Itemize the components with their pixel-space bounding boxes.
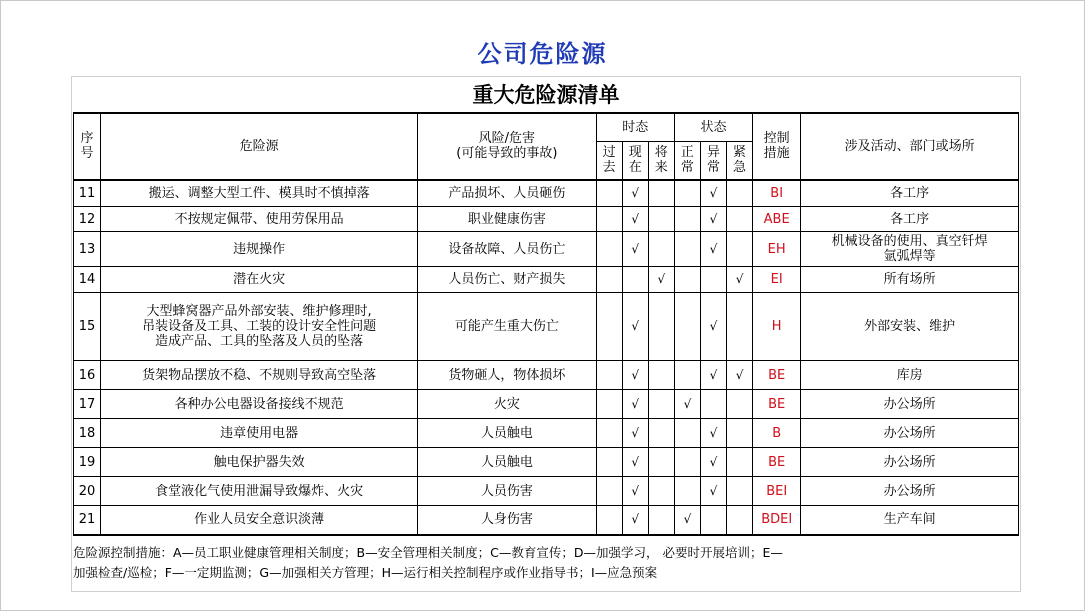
hazard-cell: [101, 267, 418, 293]
header-state-normal-text: 正常: [680, 145, 694, 176]
scope-text: 各工序: [890, 185, 930, 201]
row-number-cell: [74, 448, 101, 477]
emergency-cell: [727, 390, 753, 419]
hazard-text: 吊装设备及工具、工装的设计安全性问题: [142, 319, 377, 334]
normal-cell: [674, 267, 700, 293]
present-cell: [622, 232, 648, 267]
scope-text: 氩弧焊等: [883, 249, 936, 264]
check-mark-icon: √: [683, 512, 692, 527]
future-cell: [648, 448, 674, 477]
emergency-cell: [727, 180, 753, 207]
table-row: [74, 267, 1019, 293]
control-measure-code: BE: [768, 396, 786, 412]
scope-cell: [801, 361, 1019, 390]
past-cell: [596, 448, 622, 477]
header-tense-group: 时态: [596, 114, 674, 142]
header-tense-present: [622, 142, 648, 180]
risk-cell: [418, 477, 597, 506]
check-mark-icon: √: [735, 272, 744, 286]
hazard-cell: [101, 448, 418, 477]
check-mark-icon: √: [709, 454, 718, 469]
check-mark-icon: √: [709, 241, 718, 256]
check-mark-icon: √: [631, 319, 640, 333]
row-number-cell: [74, 267, 101, 293]
normal-cell: [674, 180, 700, 207]
future-cell: [648, 361, 674, 390]
control-measure-code: B: [772, 425, 782, 441]
header-tense-past-text: 过去: [602, 145, 616, 176]
header-seq-text: 序号: [80, 131, 94, 162]
scope-text: 所有场所: [883, 272, 936, 287]
hazard-text: 食堂液化气使用泄漏导致爆炸、火灾: [155, 483, 364, 499]
scope-text: 库房: [896, 367, 923, 383]
risk-cell: [418, 361, 597, 390]
scope-cell: [801, 180, 1019, 207]
normal-cell: [674, 361, 700, 390]
emergency-cell: [727, 232, 753, 267]
hazard-cell: [101, 293, 418, 361]
row-number: 13: [78, 241, 96, 257]
check-mark-icon: √: [631, 396, 640, 411]
check-mark-icon: √: [709, 211, 718, 226]
risk-text: 职业健康伤害: [467, 211, 546, 227]
row-number-cell: [74, 232, 101, 267]
page-title: 公司危险源: [477, 40, 608, 68]
hazard-text: 各种办公电器设备接线不规范: [174, 396, 344, 412]
header-tense-future: [648, 142, 674, 180]
check-mark-icon: √: [631, 483, 640, 498]
hazard-text: 大型蜂窝器产品外部安装、维护修理时,: [146, 304, 372, 319]
row-number: 16: [78, 367, 96, 383]
check-mark-icon: √: [631, 185, 640, 200]
emergency-cell: [727, 448, 753, 477]
check-mark-icon: √: [631, 211, 640, 226]
control-cell: [753, 267, 801, 293]
risk-cell: [418, 390, 597, 419]
header-control-line1: 控制: [763, 131, 790, 147]
control-measure-code: ABE: [763, 211, 790, 227]
risk-text: 火灾: [493, 396, 520, 412]
risk-cell: [418, 506, 597, 535]
risk-text: 产品损坏、人员砸伤: [448, 185, 566, 201]
header-control-line2: 措施: [763, 146, 790, 162]
scope-cell: [801, 506, 1019, 535]
abnormal-cell: [700, 180, 726, 207]
scope-text: 办公场所: [883, 396, 936, 412]
table-row: [74, 390, 1019, 419]
control-measure-code: BEI: [766, 483, 788, 499]
table-row: [74, 448, 1019, 477]
header-seq: [74, 114, 101, 180]
header-state-emergency-text: 紧急: [733, 145, 747, 176]
control-cell: [753, 293, 801, 361]
risk-text: 人员伤亡、财产损失: [448, 272, 566, 287]
emergency-cell: [727, 419, 753, 448]
control-measure-code: EH: [767, 241, 786, 257]
scope-text: 各工序: [890, 211, 930, 227]
hazard-cell: [101, 361, 418, 390]
check-mark-icon: √: [631, 367, 640, 382]
present-cell: [622, 361, 648, 390]
scope-cell: [801, 448, 1019, 477]
header-state-abnormal: [700, 142, 726, 180]
row-number: 20: [78, 483, 96, 499]
header-hazard: 危险源: [101, 114, 418, 180]
risk-cell: [418, 207, 597, 232]
table-row: [74, 232, 1019, 267]
abnormal-cell: [700, 293, 726, 361]
row-number: 11: [78, 185, 96, 201]
table-row: [74, 361, 1019, 390]
row-number: 19: [78, 454, 96, 470]
hazard-cell: [101, 506, 418, 535]
row-number-cell: [74, 390, 101, 419]
row-number: 14: [78, 272, 96, 287]
risk-text: 可能产生重大伤亡: [454, 319, 559, 334]
control-measure-code: BI: [770, 185, 784, 201]
hazard-cell: [101, 390, 418, 419]
emergency-cell: [727, 207, 753, 232]
hazard-text: 触电保护器失效: [213, 454, 305, 470]
control-measure-code: BE: [768, 454, 786, 470]
future-cell: [648, 293, 674, 361]
header-state-normal: [674, 142, 700, 180]
control-measure-code: BDEI: [761, 512, 793, 528]
past-cell: [596, 477, 622, 506]
abnormal-cell: [700, 361, 726, 390]
present-cell: [622, 448, 648, 477]
future-cell: [648, 477, 674, 506]
future-cell: [648, 267, 674, 293]
emergency-cell: [727, 267, 753, 293]
risk-text: 货物砸人，物体损坏: [448, 367, 566, 383]
past-cell: [596, 419, 622, 448]
risk-cell: [418, 419, 597, 448]
control-cell: [753, 390, 801, 419]
normal-cell: [674, 293, 700, 361]
row-number-cell: [74, 477, 101, 506]
hazard-text: 作业人员安全意识淡薄: [194, 512, 325, 528]
check-mark-icon: √: [709, 425, 718, 440]
control-cell: [753, 419, 801, 448]
hazard-cell: [101, 477, 418, 506]
scope-text: 办公场所: [883, 425, 936, 441]
normal-cell: [674, 232, 700, 267]
normal-cell: [674, 419, 700, 448]
check-mark-icon: √: [631, 454, 640, 469]
row-number: 12: [78, 211, 96, 227]
header-tense-past: [596, 142, 622, 180]
hazard-cell: [101, 419, 418, 448]
check-mark-icon: √: [709, 185, 718, 200]
check-mark-icon: √: [683, 396, 692, 411]
risk-text: 人员触电: [480, 454, 533, 470]
control-cell: [753, 477, 801, 506]
present-cell: [622, 477, 648, 506]
scope-cell: [801, 267, 1019, 293]
future-cell: [648, 180, 674, 207]
row-number-cell: [74, 506, 101, 535]
normal-cell: [674, 506, 700, 535]
present-cell: [622, 506, 648, 535]
past-cell: [596, 267, 622, 293]
risk-text: 人员伤害: [480, 483, 533, 499]
risk-cell: [418, 293, 597, 361]
scope-cell: [801, 293, 1019, 361]
footnote-line2: 加强检查/巡检；F—一定期监测；G—加强相关方管理；H—运行相关控制程序或作业指导书；I—应急预案: [73, 565, 658, 580]
abnormal-cell: [700, 506, 726, 535]
risk-text: 人员触电: [480, 425, 533, 441]
table-row: [74, 207, 1019, 232]
control-measure-code: H: [771, 319, 782, 334]
row-number: 15: [78, 319, 96, 334]
scope-cell: [801, 390, 1019, 419]
hazard-text: 潜在火灾: [233, 272, 286, 287]
control-cell: [753, 207, 801, 232]
hazard-text: 搬运、调整大型工件、模具时不慎掉落: [148, 185, 370, 201]
header-state-emergency: [727, 142, 753, 180]
row-number-cell: [74, 180, 101, 207]
present-cell: [622, 180, 648, 207]
risk-text: 设备故障、人员伤亡: [448, 241, 566, 257]
control-cell: [753, 361, 801, 390]
scope-text: 办公场所: [883, 483, 936, 499]
emergency-cell: [727, 293, 753, 361]
hazard-text: 不按规定佩带、使用劳保用品: [174, 211, 344, 227]
row-number-cell: [74, 361, 101, 390]
scope-text: 机械设备的使用、真空钎焊: [831, 234, 988, 249]
abnormal-cell: [700, 232, 726, 267]
control-cell: [753, 506, 801, 535]
table-row: [74, 506, 1019, 535]
table-row: [74, 293, 1019, 361]
abnormal-cell: [700, 477, 726, 506]
header-risk-line2: (可能导致的事故): [456, 146, 558, 162]
control-cell: [753, 232, 801, 267]
scope-cell: [801, 419, 1019, 448]
table-row: [74, 180, 1019, 207]
check-mark-icon: √: [709, 319, 718, 333]
control-measure-code: EI: [770, 272, 783, 287]
present-cell: [622, 267, 648, 293]
hazard-table: [73, 113, 1019, 536]
scope-cell: [801, 477, 1019, 506]
header-risk-line1: 风险/危害: [478, 131, 536, 147]
past-cell: [596, 293, 622, 361]
present-cell: [622, 419, 648, 448]
normal-cell: [674, 477, 700, 506]
present-cell: [622, 207, 648, 232]
hazard-text: 违章使用电器: [220, 425, 299, 441]
emergency-cell: [727, 506, 753, 535]
row-number-cell: [74, 207, 101, 232]
header-state-group: 状态: [674, 114, 752, 142]
future-cell: [648, 506, 674, 535]
abnormal-cell: [700, 419, 726, 448]
abnormal-cell: [700, 448, 726, 477]
past-cell: [596, 207, 622, 232]
header-tense-future-text: 将来: [654, 145, 668, 176]
normal-cell: [674, 448, 700, 477]
row-number: 17: [78, 396, 96, 412]
control-cell: [753, 448, 801, 477]
scope-cell: [801, 232, 1019, 267]
normal-cell: [674, 207, 700, 232]
risk-cell: [418, 267, 597, 293]
check-mark-icon: √: [709, 483, 718, 498]
header-state-abnormal-text: 异常: [706, 145, 720, 176]
scope-text: 办公场所: [883, 454, 936, 470]
hazard-text: 违规操作: [233, 241, 286, 257]
footnote-line1: 危险源控制措施：A—员工职业健康管理相关制度；B—安全管理相关制度；C—教育宣传；D—加强学习， 必要时开展培训；E—: [73, 545, 783, 560]
hazard-cell: [101, 207, 418, 232]
future-cell: [648, 390, 674, 419]
hazard-text: 货架物品摆放不稳、不规则导致高空坠落: [142, 367, 377, 383]
future-cell: [648, 232, 674, 267]
risk-cell: [418, 232, 597, 267]
present-cell: [622, 293, 648, 361]
risk-text: 人身伤害: [480, 512, 533, 528]
check-mark-icon: √: [631, 512, 640, 527]
emergency-cell: [727, 477, 753, 506]
footnote: [73, 543, 1019, 583]
check-mark-icon: √: [631, 425, 640, 440]
hazard-text: 造成产品、工具的坠落及人员的坠落: [155, 334, 364, 349]
header-control: [753, 114, 801, 180]
risk-cell: [418, 180, 597, 207]
hazard-cell: [101, 180, 418, 207]
present-cell: [622, 390, 648, 419]
check-mark-icon: √: [709, 367, 718, 382]
past-cell: [596, 180, 622, 207]
check-mark-icon: √: [657, 272, 666, 286]
header-risk: [418, 114, 597, 180]
past-cell: [596, 361, 622, 390]
table-row: [74, 477, 1019, 506]
past-cell: [596, 390, 622, 419]
normal-cell: [674, 390, 700, 419]
row-number-cell: [74, 293, 101, 361]
hazard-cell: [101, 232, 418, 267]
row-number-cell: [74, 419, 101, 448]
row-number: 18: [78, 425, 96, 441]
future-cell: [648, 207, 674, 232]
scope-text: 外部安装、维护: [864, 319, 956, 334]
header-tense-present-text: 现在: [628, 145, 642, 176]
check-mark-icon: √: [735, 367, 744, 382]
table-row: [74, 419, 1019, 448]
abnormal-cell: [700, 207, 726, 232]
header-scope: 涉及活动、部门或场所: [801, 114, 1019, 180]
check-mark-icon: √: [631, 241, 640, 256]
control-measure-code: BE: [768, 367, 786, 383]
control-cell: [753, 180, 801, 207]
scope-cell: [801, 207, 1019, 232]
table-body: [74, 180, 1019, 535]
emergency-cell: [727, 361, 753, 390]
row-number: 21: [78, 512, 96, 528]
scope-text: 生产车间: [883, 512, 936, 528]
past-cell: [596, 506, 622, 535]
future-cell: [648, 419, 674, 448]
risk-cell: [418, 448, 597, 477]
past-cell: [596, 232, 622, 267]
abnormal-cell: [700, 267, 726, 293]
table-title: 重大危险源清单: [472, 83, 620, 107]
abnormal-cell: [700, 390, 726, 419]
